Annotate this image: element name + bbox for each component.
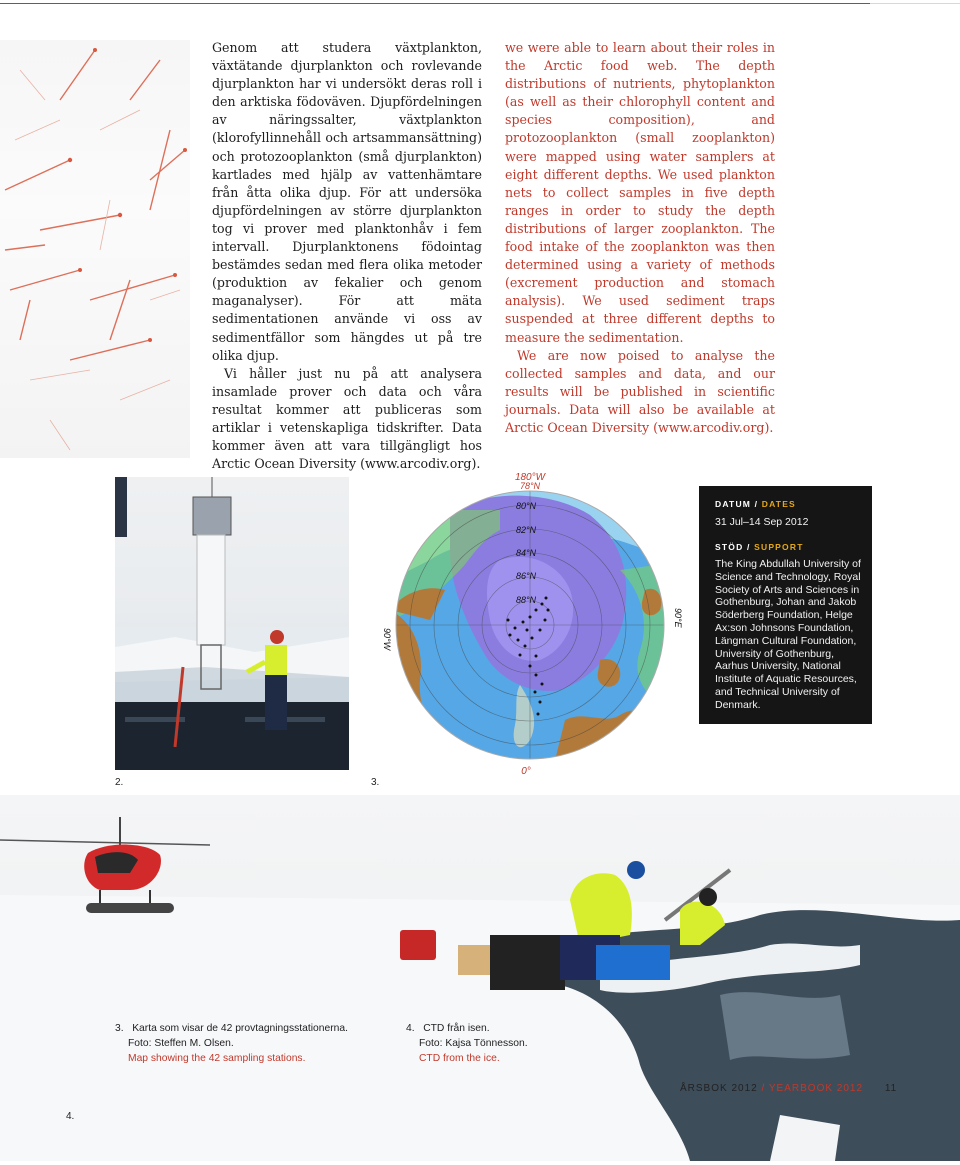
page-number: 11 xyxy=(884,1083,898,1094)
english-paragraph-2: We are now poised to analyse the collected samples and data, and our results will be published in scientific journals. Data will also be available at Arctic Ocean Diversity (www.arcodiv.org). xyxy=(505,347,775,435)
footer-yearbook-sv: ÅRSBOK 2012 xyxy=(680,1083,758,1094)
arctic-map xyxy=(382,470,690,780)
plankton-photo xyxy=(0,40,190,458)
swedish-paragraph-2: Vi håller just nu på att analysera insamlade prover och data och våra resultat kommer att publiceras som artiklar i vetenskapliga tidskrifter. Data kommer även att vara tillgängligt hos Arctic Ocean Diversity (www.arcodiv.org). xyxy=(212,365,482,472)
caption-4 xyxy=(406,1021,606,1066)
page-footer xyxy=(680,1083,897,1094)
caption-4-credit: Foto: Kajsa Tönnesson. xyxy=(419,1038,528,1049)
support-heading-en: SUPPORT xyxy=(754,542,804,552)
dates-heading-sv: DATUM xyxy=(715,499,752,509)
caption-3 xyxy=(115,1021,385,1066)
caption-4-number: 4. xyxy=(406,1023,415,1034)
map-label-0: 0° xyxy=(521,766,531,777)
map-label-90e: 90°E xyxy=(673,608,683,628)
caption-4-en: CTD from the ice. xyxy=(419,1053,500,1064)
dates-heading-en: DATES xyxy=(761,499,796,509)
project-info-box xyxy=(699,486,872,724)
caption-3-en: Map showing the 42 sampling stations. xyxy=(128,1053,306,1064)
caption-3-credit: Foto: Steffen M. Olsen. xyxy=(128,1038,234,1049)
footer-yearbook-en: YEARBOOK 2012 xyxy=(768,1083,864,1094)
map-label-180w: 180°W xyxy=(514,472,546,483)
map-label-90w: 90°W xyxy=(382,628,392,651)
dates-value: 31 Jul–14 Sep 2012 xyxy=(715,516,809,528)
figure-number-4: 4. xyxy=(66,1111,75,1122)
caption-3-sv: Karta som visar de 42 provtagningsstationerna. xyxy=(132,1023,348,1034)
english-text-column xyxy=(505,39,775,437)
caption-4-sv: CTD från isen. xyxy=(423,1023,490,1034)
support-heading: STÖD / SUPPORT xyxy=(715,542,804,552)
figure-number-3: 3. xyxy=(371,777,380,788)
map-label-84n: 84°N xyxy=(515,548,537,558)
dates-heading: DATUM / DATES xyxy=(715,499,796,509)
map-label-88n: 88°N xyxy=(515,595,537,605)
top-rule-grey xyxy=(870,3,960,4)
map-label-82n: 82°N xyxy=(515,525,537,535)
support-heading-sv: STÖD xyxy=(715,542,744,552)
english-paragraph-1: we were able to learn about their roles in the Arctic food web. The depth distributions of nutrients, phytoplankton (as well as their chlorophyll content and species composition), and protozooplankton (small zooplankton) were mapped using water samplers at eight different depths. We used plankton nets to collect samples in five depth ranges in order to study the depth distributions of larger zooplankton. The food intake of the zooplankton was then determined using a variety of methods (excrement production and stomach analysis). We used sediment traps suspended at three different depths to measure the sedimentation. xyxy=(505,40,775,345)
caption-3-number: 3. xyxy=(115,1023,124,1034)
top-rule xyxy=(0,3,870,4)
support-value: The King Abdullah University of Science and Technology, Royal Society of Arts and Sciences in Gothenburg, Johan and Jakob Söderberg Foundation, Helge Ax:son Johnsons Foundation, Längman Cultural Foundation, University of Gothenburg, Aarhus University, National Institute of Aquatic Resources, and Technical University of Denmark. xyxy=(715,558,861,711)
footer-separator: / xyxy=(761,1083,766,1094)
map-label-80n: 80°N xyxy=(515,501,537,511)
map-label-78n: 78°N xyxy=(519,481,541,491)
ctd-on-ice-photo xyxy=(0,795,960,1161)
map-label-86n: 86°N xyxy=(515,571,537,581)
figure-number-2: 2. xyxy=(115,777,124,788)
swedish-paragraph-1: Genom att studera växtplankton, växtätande djurplankton och rovlevande djurplankton har vi undersökt deras roll i den arktiska födoväven. Djupfördelningen av näringssalter, växtplankton (klorofyllinnehåll och artsammansättning) och protozooplankton (små djurplankton) kartlades med hjälp av vattenhämtare från åtta olika djup. För att undersöka djupfördelningen av större djurplankton tog vi prover med planktonhåv i fem intervall. Djurplanktonens födointag bestämdes sedan med flera olika metoder (produktion av fekalier och genom maganalyser). För att mäta sedimentationen använde vi oss av sedimentfällor som hängdes ut på tre olika djup. xyxy=(212,40,482,363)
swedish-text-column xyxy=(212,39,482,473)
sediment-trap-photo xyxy=(115,477,349,770)
